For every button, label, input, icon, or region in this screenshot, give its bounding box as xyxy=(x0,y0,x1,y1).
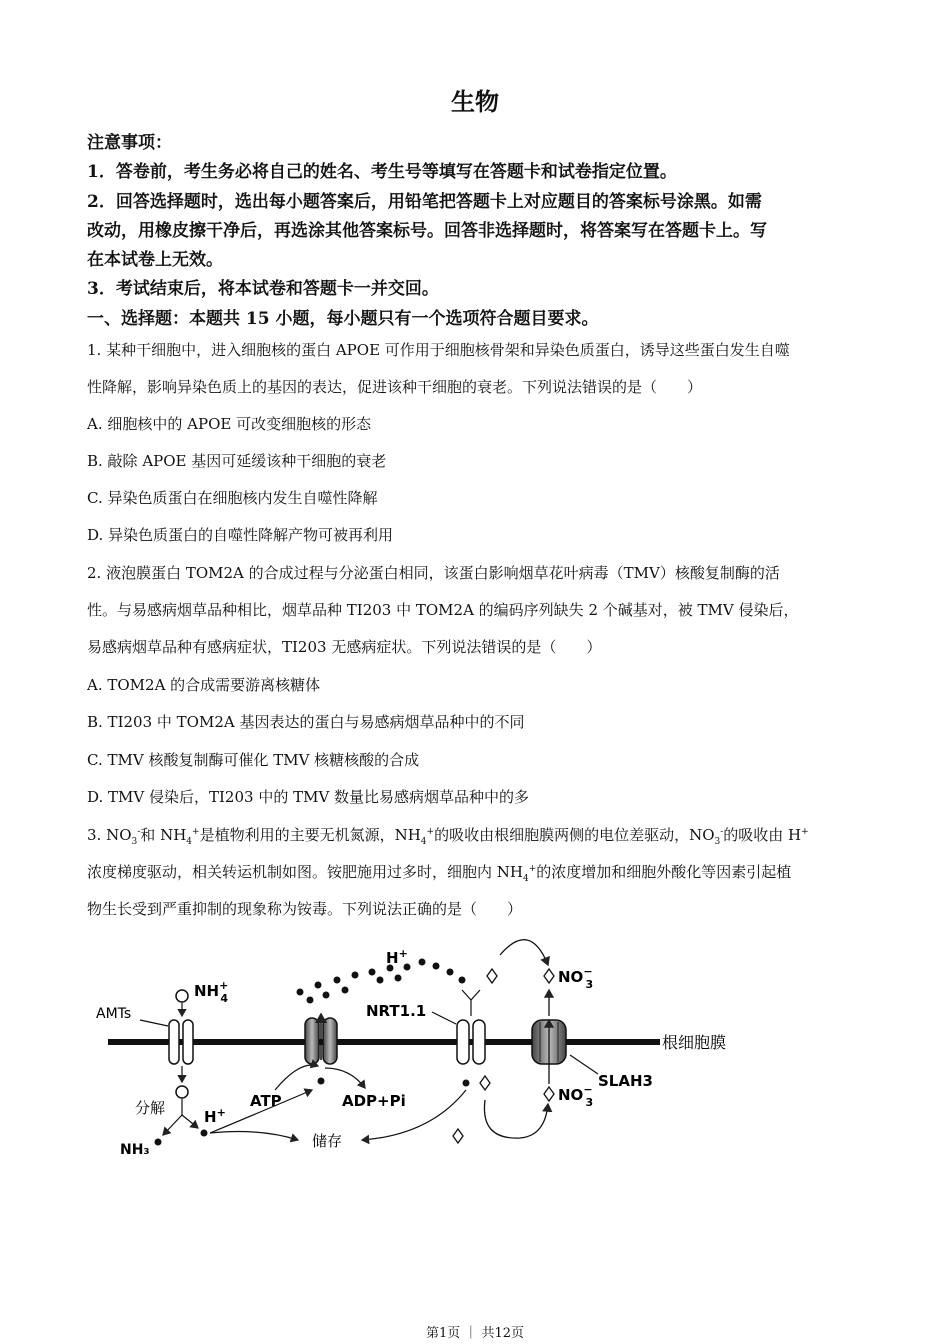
q2-stem: 性。与易感病烟草品种相比，烟草品种 TI203 中 TOM2A 的编码序列缺失 2 个碱基对，被 TMV 侵染后， xyxy=(87,601,799,619)
q3-stem-line-3: 物生长受到严重抑制的现象称为铵毒。下列说法正确的是（ ） xyxy=(87,900,523,918)
q2-option-c: C. TMV 核酸复制酶可催化 TMV 核糖核酸的合成 xyxy=(87,751,420,769)
nh3-label: NH₃ xyxy=(120,1142,150,1158)
q2-option-d: D. TMV 侵染后，TI203 中的 TMV 数量比易感病烟草品种中的多 xyxy=(87,788,530,806)
atp-label: ATP xyxy=(250,1092,282,1110)
q1-option-a: A. 细胞核中的 APOE 可改变细胞核的形态 xyxy=(87,415,372,433)
amts-label: AMTs xyxy=(96,1006,132,1022)
adp-label: ADP+Pi xyxy=(342,1092,406,1110)
q1-option-b: B. 敲除 APOE 基因可延缓该种干细胞的衰老 xyxy=(87,452,387,470)
notice-item: 2．回答选择题时，选出每小题答案后，用铅笔把答题卡上对应题目的答案标号涂黑。如需 xyxy=(87,192,762,212)
q3-stem-line-2: 浓度梯度驱动，相关转运机制如图。铵肥施用过多时，细胞内 $NH_4^+$的浓度增加和细胞外酸化等因素引起植 xyxy=(87,863,792,884)
notice-heading: 注意事项： xyxy=(87,133,172,153)
h-plus-outer-label: H+ xyxy=(386,947,408,967)
h-plus-inner-label: H+ xyxy=(204,1106,226,1126)
decompose-label: 分解 xyxy=(135,1099,166,1117)
nh4-outer-circle xyxy=(176,990,188,1002)
notice-item: 3．考试结束后，将本试卷和答题卡一并交回。 xyxy=(87,279,439,299)
q1-option-c: C. 异染色质蛋白在细胞核内发生自噬性降解 xyxy=(87,489,378,507)
no3-inner-label: NO− 3 xyxy=(558,1083,594,1109)
notice-item: 改动，用橡皮擦干净后，再选涂其他答案标号。回答非选择题时，将答案写在答题卡上。写 xyxy=(87,221,767,241)
membrane-label: 根细胞膜 xyxy=(662,1033,727,1052)
q1-stem: 1. 某种干细胞中，进入细胞核的蛋白 APOE 可作用于细胞核骨架和异染色质蛋白，诱导这些蛋白发生自噬 xyxy=(87,341,790,359)
page-footer: 第1页 ｜ 共12页 xyxy=(425,1326,525,1341)
q3-stem-line-1: 3. $NO_3^-$和 $NH_4^+$是植物利用的主要无机氮源，$NH_4^+$的吸收由根细胞膜两侧的电位差驱动，$NO_3^-$的吸收由 H+ xyxy=(87,826,809,847)
notice-item: 1．答卷前，考生务必将自己的姓名、考生号等填写在答题卡和试卷指定位置。 xyxy=(87,162,677,182)
q1-stem: 性降解，影响异染色质上的基因的表达，促进该种干细胞的衰老。下列说法错误的是（ ） xyxy=(87,378,703,396)
q2-stem: 易感病烟草品种有感病症状，TI203 无感病症状。下列说法错误的是（ ） xyxy=(87,638,602,656)
slah3-label: SLAH3 xyxy=(598,1072,653,1090)
notice-item: 在本试卷上无效。 xyxy=(87,250,223,270)
nh4-outer-label: NH+ 4 xyxy=(194,979,229,1005)
h-plus-dots xyxy=(297,959,466,1004)
nh4-inner-circle xyxy=(176,1086,188,1098)
q2-option-a: A. TOM2A 的合成需要游离核糖体 xyxy=(87,676,321,694)
q1-option-d: D. 异染色质蛋白的自噬性降解产物可被再利用 xyxy=(87,526,394,544)
store-label: 储存 xyxy=(312,1132,343,1150)
q2-stem: 2. 液泡膜蛋白 TOM2A 的合成过程与分泌蛋白相同，该蛋白影响烟草花叶病毒（TMV）核酸复制酶的活 xyxy=(87,564,780,582)
transport-diagram xyxy=(0,930,950,1170)
nrt1-1-label: NRT1.1 xyxy=(366,1002,427,1020)
no3-outer-label: NO− 3 xyxy=(558,965,594,991)
q2-option-b: B. TI203 中 TOM2A 基因表达的蛋白与易感病烟草品种中的不同 xyxy=(87,713,525,731)
page-title: 生物 xyxy=(451,87,499,116)
section-heading: 一、选择题：本题共 15 小题，每小题只有一个选项符合题目要求。 xyxy=(87,309,599,329)
